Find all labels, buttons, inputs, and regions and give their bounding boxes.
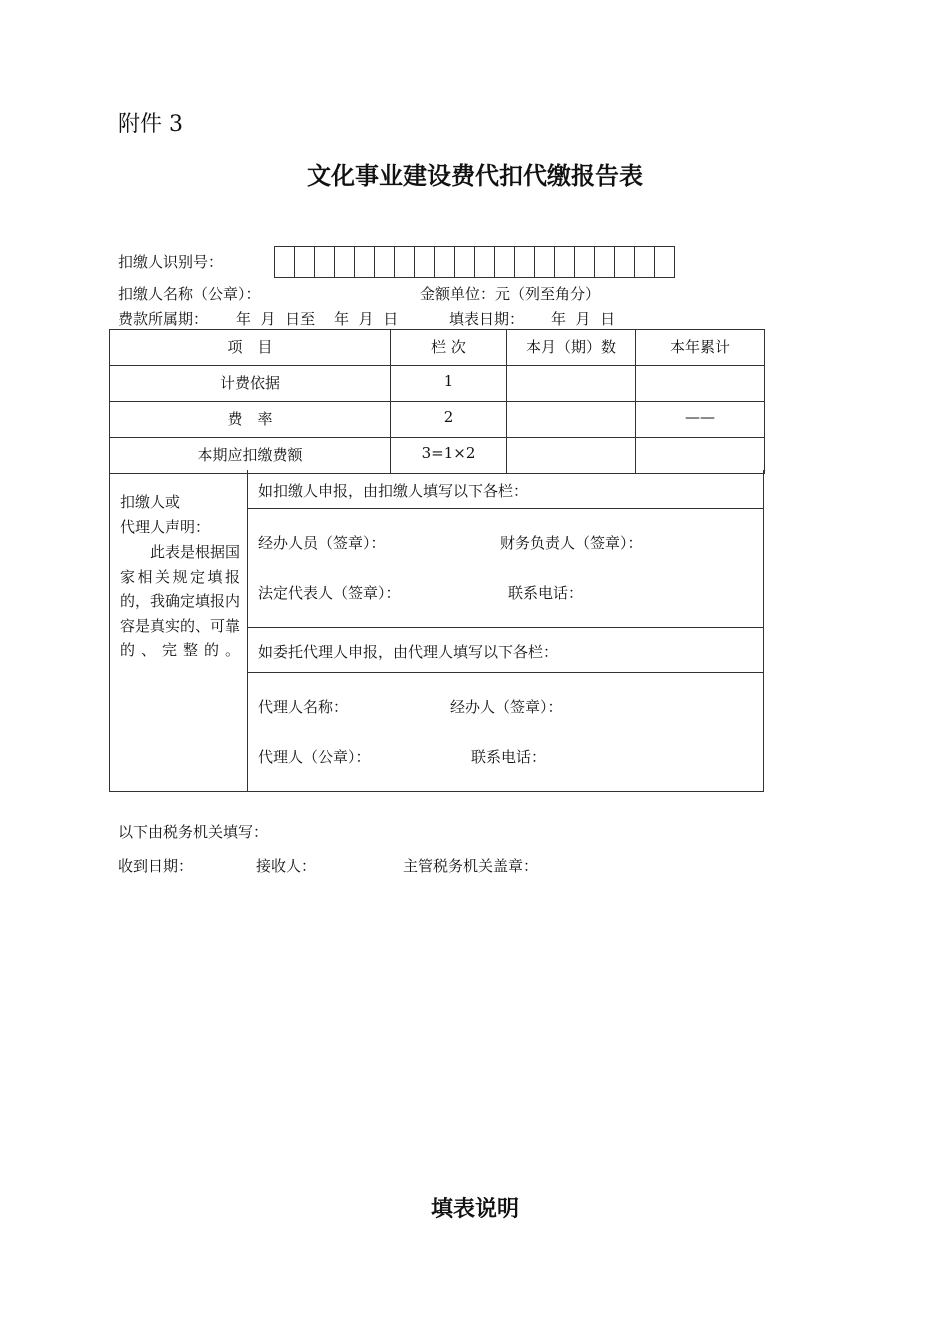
id-digit-box[interactable]	[295, 247, 315, 277]
id-digit-box[interactable]	[275, 247, 295, 277]
withholder-id-label: 扣缴人识别号：	[118, 253, 224, 271]
self-declare-header: 如扣缴人申报，由扣缴人填写以下各栏：	[258, 482, 529, 500]
document-title: 文化事业建设费代扣代缴报告表	[307, 161, 643, 190]
id-digit-box[interactable]	[315, 247, 335, 277]
header-column-no: 栏 次	[391, 330, 507, 366]
header-year-total: 本年累计	[636, 330, 765, 366]
fill-date-label: 填表日期：	[449, 310, 525, 328]
id-digit-box[interactable]	[395, 247, 415, 277]
id-digit-box[interactable]	[335, 247, 355, 277]
legal-rep-signature-label: 法定代表人（签章）：	[258, 584, 401, 602]
declaration-title-line1: 扣缴人或	[120, 493, 181, 511]
phone-label: 联系电话：	[508, 584, 584, 602]
id-digit-box[interactable]	[435, 247, 455, 277]
receiver-label: 接收人：	[256, 857, 317, 875]
agent-name-label: 代理人名称：	[258, 698, 349, 716]
divider	[248, 508, 763, 509]
id-digit-box[interactable]	[635, 247, 655, 277]
agent-phone-label: 联系电话：	[471, 748, 547, 766]
row-year-value[interactable]	[636, 366, 765, 402]
divider	[248, 672, 763, 673]
tax-office-seal-label: 主管税务机关盖章：	[403, 857, 539, 875]
fee-table	[109, 329, 765, 474]
id-digit-box[interactable]	[495, 247, 515, 277]
row-month-value[interactable]	[507, 402, 636, 438]
agent-declare-header: 如委托代理人申报，由代理人填写以下各栏：	[258, 643, 559, 661]
id-digit-box[interactable]	[655, 247, 674, 277]
id-digit-box[interactable]	[355, 247, 375, 277]
finance-head-signature-label: 财务负责人（签章）：	[500, 534, 643, 552]
agent-seal-label: 代理人（公章）：	[258, 748, 371, 766]
attachment-label: 附件 3	[118, 112, 183, 137]
id-digit-box[interactable]	[415, 247, 435, 277]
id-digit-box[interactable]	[575, 247, 595, 277]
handler-signature-label: 经办人员（签章）：	[258, 534, 386, 552]
fee-period-value: 年 月 日至 年 月 日	[236, 310, 399, 328]
row-column-no: 3=1×2	[391, 438, 507, 474]
declaration-statement: 此表是根据国家相关规定填报的，我确定填报内容是真实的、可靠的、完整的。	[120, 543, 241, 659]
id-digit-box[interactable]	[375, 247, 395, 277]
id-digit-box[interactable]	[535, 247, 555, 277]
received-date-label: 收到日期：	[118, 857, 194, 875]
id-digit-box[interactable]	[475, 247, 495, 277]
withholder-name-label: 扣缴人名称（公章）：	[118, 285, 261, 303]
header-current-month: 本月（期）数	[507, 330, 636, 366]
table-row	[110, 366, 765, 402]
row-column-no: 2	[391, 402, 507, 438]
id-digit-box[interactable]	[615, 247, 635, 277]
row-month-value[interactable]	[507, 438, 636, 474]
amount-unit-label: 金额单位：元（列至角分）	[420, 285, 601, 303]
row-item: 费 率	[110, 402, 391, 438]
tax-office-intro: 以下由税务机关填写：	[118, 823, 269, 841]
table-header-row	[110, 330, 765, 366]
row-month-value[interactable]	[507, 366, 636, 402]
agent-handler-signature-label: 经办人（签章）：	[450, 698, 563, 716]
instructions-title: 填表说明	[430, 1196, 519, 1222]
table-row	[110, 402, 765, 438]
divider	[248, 627, 763, 628]
table-row	[110, 438, 765, 474]
fill-date-value: 年 月 日	[551, 310, 616, 328]
row-year-value: ——	[636, 402, 765, 438]
declaration-title-line2: 代理人声明：	[120, 518, 211, 536]
fee-period-label: 费款所属期：	[118, 310, 209, 328]
declaration-section	[109, 470, 764, 792]
row-item: 本期应扣缴费额	[110, 438, 391, 474]
row-item: 计费依据	[110, 366, 391, 402]
row-column-no: 1	[391, 366, 507, 402]
id-digit-box[interactable]	[555, 247, 575, 277]
row-year-value[interactable]	[636, 438, 765, 474]
id-digit-box[interactable]	[455, 247, 475, 277]
withholder-id-boxes[interactable]	[274, 246, 675, 278]
id-digit-box[interactable]	[515, 247, 535, 277]
declaration-statement-cell	[110, 470, 248, 791]
id-digit-box[interactable]	[595, 247, 615, 277]
header-item: 项 目	[110, 330, 391, 366]
